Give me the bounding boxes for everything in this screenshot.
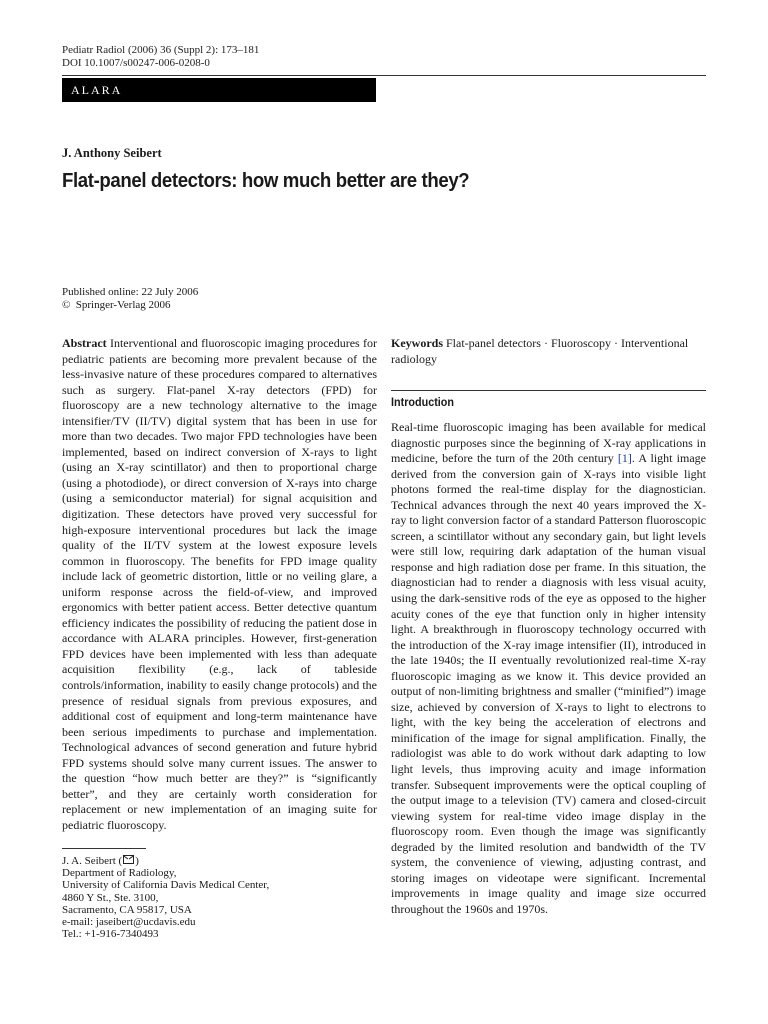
author-contact xyxy=(62,855,269,940)
journal-citation: Pediatr Radiol (2006) 36 (Suppl 2): 173–181 xyxy=(62,44,260,56)
abstract xyxy=(62,336,377,834)
author: J. Anthony Seibert xyxy=(62,146,162,160)
intro-text-2: . A light image derived from the conversion gain of X-rays into visible light photons formed the real-time display for the diagnostician. Technical advances through the next 40 years improved the X-ray to light conversion factor of a standard Patterson fluoroscopic screen, a scintillator without any secondary gain, but light levels were still low, requiring dark adaptation of the human visual response and high radiation dose per frame. In this situation, the diagnostician had to render a diagnosis with less visual acuity, using the dark-sensitive rods of the eye as opposed to the higher acuity cones of the eye that function only in higher intensity light. A breakthrough in fluoroscopy technology occurred with the introduction of the X-ray image intensifier (II), introduced in the late 1940s; the II eventually revolutionized real-time X-ray fluoroscopic imaging as we know it. This device provided an output of non-limiting brightness and smaller (“minified”) image size, achieved by conversion of X-rays to light to electrons to light, with the key being the acceleration of electrons and minification of the image for signal amplification. Finally, the radiologist was able to do work without dark adapting to low light levels, thus improving acuity and image information transfer. Subsequent improvements were the optical coupling of the output image to a television (TV) camera and closed-circuit viewing system for real-time video image display in the fluoroscopy room. Even though the image was significantly degraded by the limited resolution and bandwidth of the TV system, the convenience of viewing, adjusting contrast, and storing images on videotape were significant. Incremental improvements in image quality and image size occurred throughout the 1960s and 1970s. xyxy=(391,451,706,916)
intro-text-1: Real-time fluoroscopic imaging has been available for medical diagnostic purposes since the beginning of X-ray applications in medicine, before the turn of the 20th century xyxy=(391,420,706,466)
published-date: Published online: 22 July 2006 xyxy=(62,286,199,298)
contact-department: Department of Radiology, xyxy=(62,867,177,880)
contact-name-line xyxy=(62,855,269,867)
article-title: Flat-panel detectors: how much better are they? xyxy=(62,170,470,192)
copyright-icon: © xyxy=(62,299,71,311)
citation-link[interactable]: [1] xyxy=(617,451,632,466)
keywords-text: Flat-panel detectors · Fluoroscopy · Interventional radiology xyxy=(391,336,689,366)
contact-email[interactable]: e-mail: jaseibert@ucdavis.edu xyxy=(62,916,196,929)
contact-name-close: ) xyxy=(135,855,139,867)
copyright-line xyxy=(62,299,171,312)
abstract-label: Abstract xyxy=(62,336,107,350)
copyright-text: Springer-Verlag 2006 xyxy=(75,299,171,311)
section-heading-introduction: Introduction xyxy=(391,395,454,409)
top-rule xyxy=(62,75,706,76)
keywords-label: Keywords xyxy=(391,336,443,350)
doi: DOI 10.1007/s00247-006-0208-0 xyxy=(62,57,210,69)
section-rule xyxy=(391,390,706,391)
abstract-text: Interventional and fluoroscopic imaging procedures for pediatric patients are becoming more prevalent because of the less-invasive nature of these procedures compared to alternatives such as surgery. Flat-panel X-ray detectors (FPD) for fluoroscopy are a new technology alternative to the image intensifier/TV (II/TV) digital system that has been in use for more than two decades. Two major FPD technologies have been implemented, based on indirect conversion of X-rays to light (using an X-ray scintillator) and then to proportional charge (using a photodiode), or direct conversion of X-rays into charge (using a semiconductor material) for signal acquisition and digitization. These detectors have proved very successful for high-exposure interventional procedures but lack the image quality of the II/TV system at the lowest exposure levels common in fluoroscopy. The benefits for FPD image quality include lack of geometric distortion, little or no veiling glare, a uniform response across the field-of-view, and improved ergonomics with better patient access. Better detective quantum efficiency indicates the possibility of reducing the patient dose in accordance with ALARA principles. However, first-generation FPD devices have been implemented with less than adequate acquisition flexibility (e.g., lack of tableside controls/information, inability to easily change protocols) and the presence of residual signals from previous exposures, and additional cost of equipment and long-term maintenance have been serious impediments to purchase and implementation. Technological advances of second generation and future hybrid FPD systems should solve many current issues. The answer to the question “how much better are they?” is “significantly better”, and they are certainly worth consideration for replacement or new implementation of an imaging suite for pediatric fluoroscopy. xyxy=(62,336,378,832)
section-banner: ALARA xyxy=(62,78,376,102)
envelope-icon xyxy=(123,855,134,864)
contact-street: 4860 Y St., Ste. 3100, xyxy=(62,891,159,904)
footnote-rule xyxy=(62,848,146,849)
introduction-body xyxy=(391,420,706,918)
contact-city: Sacramento, CA 95817, USA xyxy=(62,903,192,916)
contact-institution: University of California Davis Medical Center, xyxy=(62,879,270,892)
keywords xyxy=(391,336,706,367)
contact-phone: Tel.: +1-916-7340493 xyxy=(62,928,159,941)
contact-name: J. A. Seibert ( xyxy=(62,855,123,867)
